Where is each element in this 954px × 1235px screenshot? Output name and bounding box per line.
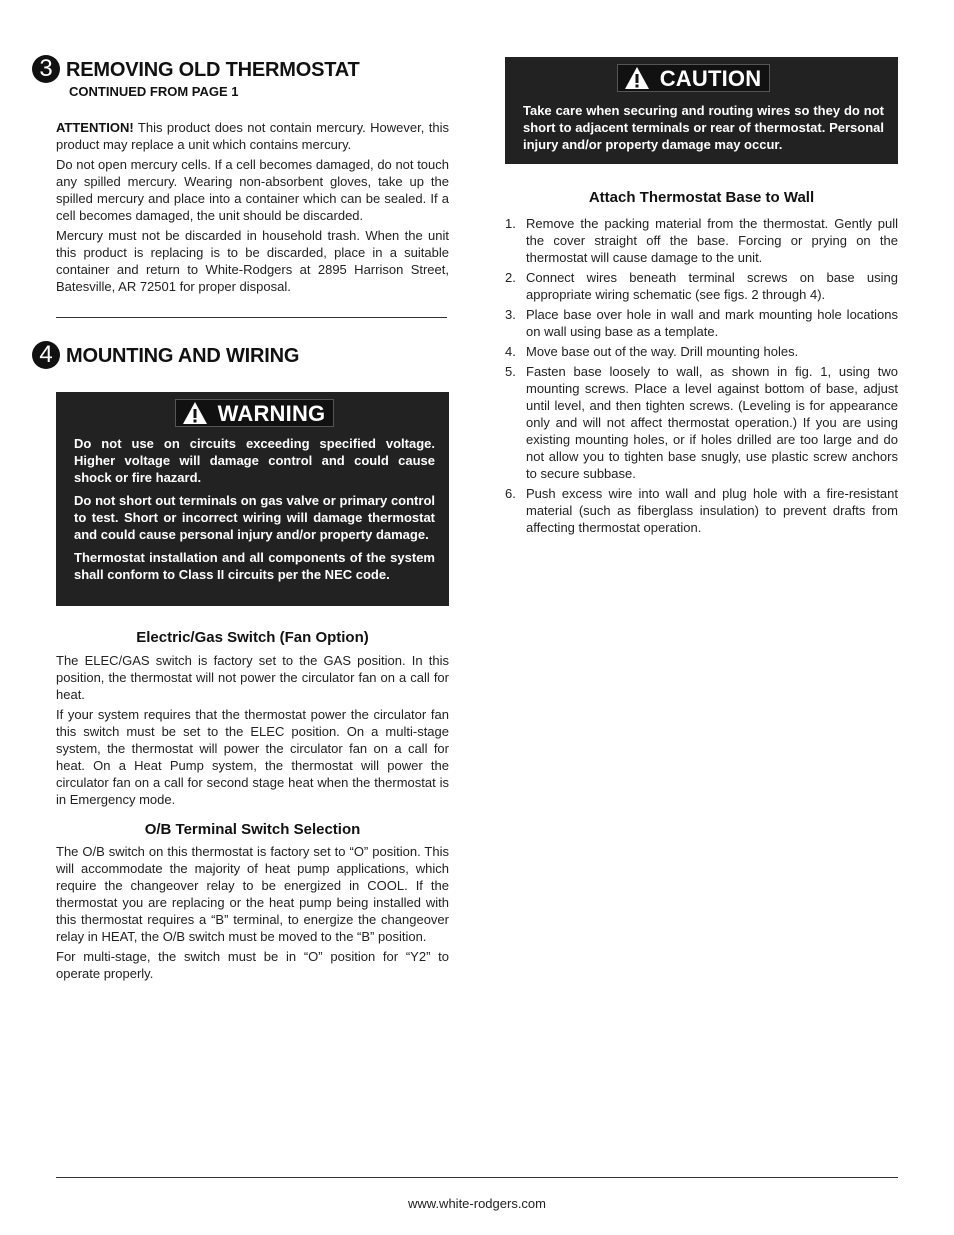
attention-text: This product does not contain mercury. However, this product may replace a unit which contains mercury. (56, 120, 449, 152)
caution-box (505, 57, 898, 164)
section-3-header (32, 55, 360, 83)
ob-switch-paragraph-2: For multi-stage, the switch must be in “O” position for “Y2” to operate properly. (56, 949, 449, 981)
step-number: 2. (505, 270, 516, 285)
attach-base-heading: Attach Thermostat Base to Wall (588, 189, 815, 206)
step-number: 6. (505, 486, 516, 501)
attention-paragraph (56, 119, 449, 153)
warning-paragraph-2: Do not short out terminals on gas valve or primary control to test. Short or incorrect wiring will damage thermostat and could cause personal injury and/or property damage. (74, 493, 435, 542)
step-text: Place base over hole in wall and mark mounting hole locations on wall using base as a template. (526, 307, 898, 339)
step-item (505, 215, 898, 266)
mercury-cells-paragraph: Do not open mercury cells. If a cell becomes damaged, do not touch any spilled mercury. Wearing non-absorbent gloves, take up the spilled mercury and place into a container which can be sealed. If a cell becomes damaged, the unit should be discarded. (56, 157, 449, 223)
caution-label: CAUTION (659, 65, 762, 91)
step-text: Connect wires beneath terminal screws on base using appropriate wiring schematic (see figs. 2 through 4). (526, 270, 898, 302)
section-4-header (32, 341, 299, 369)
step-item (505, 343, 898, 360)
mercury-disposal-paragraph: Mercury must not be discarded in household trash. When the unit this product is replacing is to be discarded, place in a suitable container and return to White-Rodgers at 2895 Harrison Street, Batesville, AR 72501 for proper disposal. (56, 228, 449, 294)
warning-label: WARNING (217, 400, 326, 426)
elec-gas-paragraph-1: The ELEC/GAS switch is factory set to the GAS position. In this position, the thermostat will not power the circulator fan on a call for heat. (56, 653, 449, 702)
attach-base-steps (505, 215, 898, 539)
step-text: Move base out of the way. Drill mounting holes. (526, 344, 799, 359)
section-4-title: MOUNTING AND WIRING (66, 345, 300, 367)
warning-triangle-icon (182, 401, 208, 425)
step-text: Push excess wire into wall and plug hole with a fire-resistant material (such as fiberglass insulation) to prevent drafts from affecting thermostat operation. (526, 486, 898, 535)
ob-switch-paragraph-1: The O/B switch on this thermostat is factory set to “O” position. This will accommodate the majority of heat pump applications, which require the changeover relay to be energized in COOL. If the thermostat you are replacing or the heat pump being installed with this thermostat requires a “B” terminal, to energize the changeover relay in HEAT, the O/B switch must be moved to the “B” position. (56, 844, 449, 944)
attention-label: ATTENTION! (56, 120, 134, 135)
elec-gas-heading: Electric/Gas Switch (Fan Option) (136, 629, 369, 646)
step-item (505, 306, 898, 340)
caution-tag (617, 64, 771, 92)
step-item (505, 269, 898, 303)
section-3-body (56, 119, 449, 298)
warning-paragraph-3: Thermostat installation and all components of the system shall conform to Class II circuits per the NEC code. (74, 550, 435, 582)
step-number: 4. (505, 344, 516, 359)
warning-box (56, 392, 449, 606)
section-3-subtitle: CONTINUED FROM PAGE 1 (69, 84, 239, 99)
section-number-3: 3 (32, 55, 60, 83)
step-number: 1. (505, 216, 516, 231)
section-number-4: 4 (32, 341, 60, 369)
warning-tag (175, 399, 335, 427)
warning-paragraph-1: Do not use on circuits exceeding specified voltage. Higher voltage will damage control and could cause shock or fire hazard. (74, 436, 435, 485)
ob-switch-heading: O/B Terminal Switch Selection (144, 821, 361, 838)
footer-divider (56, 1177, 898, 1178)
elec-gas-body (56, 652, 449, 811)
footer-url: www.white-rodgers.com (408, 1196, 546, 1211)
step-number: 3. (505, 307, 516, 322)
warning-triangle-icon (624, 66, 650, 90)
step-text: Remove the packing material from the thermostat. Gently pull the cover straight off the base. Forcing or prying on the thermostat will cause damage to the unit. (526, 216, 898, 265)
step-item (505, 363, 898, 482)
step-number: 5. (505, 364, 516, 379)
ob-switch-body (56, 843, 449, 985)
caution-text: Take care when securing and routing wires so they do not short to adjacent terminals or rear of thermostat. Personal injury and/or property damage may occur. (523, 103, 884, 152)
section-3-title: REMOVING OLD THERMOSTAT (66, 59, 360, 81)
section-divider (56, 317, 447, 318)
steps-list (505, 215, 898, 536)
step-item (505, 485, 898, 536)
elec-gas-paragraph-2: If your system requires that the thermostat power the circulator fan this switch must be set to the ELEC position. On a multi-stage system, the thermostat will power the circulator fan on a call for heat. On a Heat Pump system, the thermostat will power the circulator fan on a call for second stage heat when the thermostat is in Emergency mode. (56, 707, 449, 807)
step-text: Fasten base loosely to wall, as shown in fig. 1, using two mounting screws. Place a level against bottom of base, adjust until level, and then tighten screws. (Leveling is for appearance only and will not affect thermostat operation.) If you are using existing mounting holes, or if holes drilled are too large and do not allow you to tighten base snugly, use plastic screw anchors to secure subbase. (526, 364, 898, 481)
